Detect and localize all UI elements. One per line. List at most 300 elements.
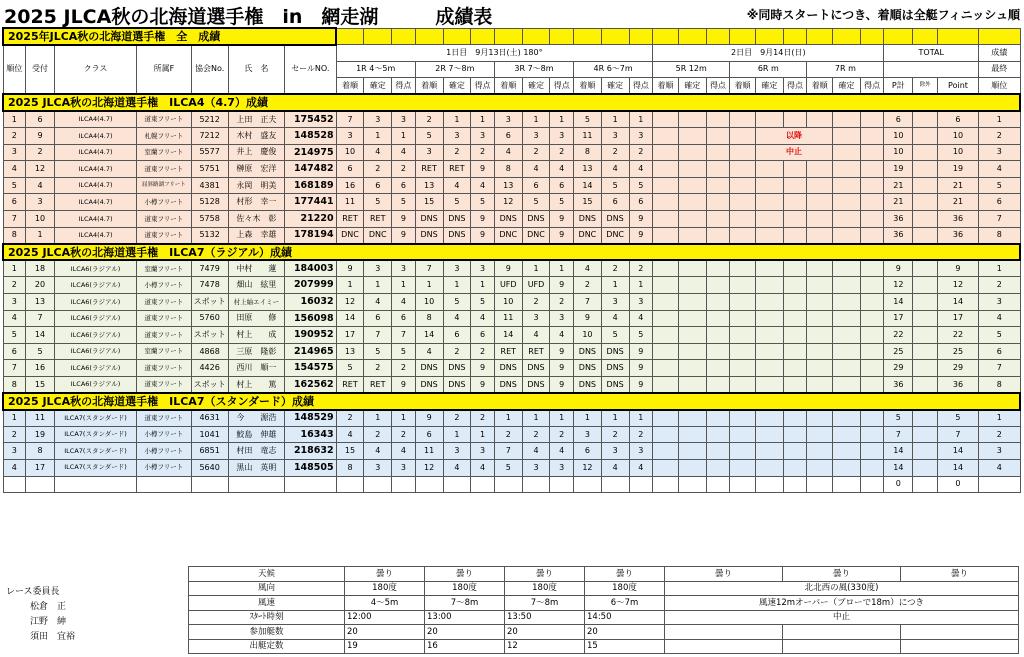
race-cell: 9 bbox=[471, 211, 495, 228]
table-row bbox=[3, 177, 1020, 194]
cell bbox=[755, 410, 783, 427]
cell bbox=[833, 343, 861, 360]
race-cell: UFD bbox=[494, 277, 522, 294]
race-cell: 9 bbox=[392, 376, 416, 393]
cell bbox=[860, 28, 884, 45]
condition-value: 7～8m bbox=[425, 596, 505, 611]
header-score: 得点 bbox=[550, 78, 574, 95]
name-cell: 佐々木 彰 bbox=[228, 211, 285, 228]
race-cell: RET bbox=[336, 211, 364, 228]
condition-value: 13:50 bbox=[505, 610, 585, 625]
race-cell: DNS bbox=[415, 211, 443, 228]
cell bbox=[678, 161, 706, 178]
cell bbox=[755, 161, 783, 178]
cell bbox=[3, 476, 26, 493]
cell bbox=[678, 294, 706, 311]
race-cell: DNS bbox=[601, 343, 629, 360]
cell bbox=[833, 443, 861, 460]
class-cell: ILCA6(ラジアル) bbox=[54, 277, 136, 294]
name-cell: 村田 竜志 bbox=[228, 443, 285, 460]
race-cell: 2 bbox=[522, 294, 550, 311]
race-cell: 3 bbox=[601, 294, 629, 311]
header-finish: 着順 bbox=[653, 78, 679, 95]
race-cell: 2 bbox=[574, 277, 602, 294]
club-cell: 道東フリート bbox=[137, 376, 192, 393]
cell bbox=[730, 260, 756, 277]
cell bbox=[730, 277, 756, 294]
cell bbox=[755, 476, 783, 493]
cell bbox=[783, 639, 901, 654]
cell bbox=[860, 410, 884, 427]
race-cell: 2 bbox=[629, 426, 653, 443]
condition-value: 中止 bbox=[665, 610, 1019, 625]
race-cell: RET bbox=[522, 343, 550, 360]
condition-label: ｽﾀｰﾄ時刻 bbox=[189, 610, 345, 625]
class-cell: ILCA4(4.7) bbox=[54, 227, 136, 244]
race-cell: 2 bbox=[522, 144, 550, 161]
cell bbox=[783, 459, 807, 476]
header-score: 得点 bbox=[471, 78, 495, 95]
cell bbox=[755, 111, 783, 128]
rank-cell: 6 bbox=[3, 194, 26, 211]
name-cell: 上森 幸雄 bbox=[228, 227, 285, 244]
class-cell: ILCA6(ラジアル) bbox=[54, 376, 136, 393]
cell bbox=[336, 28, 364, 45]
name-cell: 中村 蓮 bbox=[228, 260, 285, 277]
sail-cell: 147482 bbox=[285, 161, 336, 178]
race-cell: 12 bbox=[336, 294, 364, 311]
cell bbox=[901, 639, 1019, 654]
member-cell: 4868 bbox=[191, 343, 228, 360]
race-cell: 7 bbox=[494, 443, 522, 460]
rank-cell: 7 bbox=[3, 360, 26, 377]
cell bbox=[730, 360, 756, 377]
race-cell: 1 bbox=[415, 277, 443, 294]
cell bbox=[730, 111, 756, 128]
final-rank-cell: 6 bbox=[979, 343, 1020, 360]
race-cell: RET bbox=[415, 161, 443, 178]
race-cell: 7 bbox=[392, 327, 416, 344]
race-cell: 1 bbox=[443, 111, 471, 128]
race-cell: 4 bbox=[522, 161, 550, 178]
class-cell: ILCA6(ラジアル) bbox=[54, 310, 136, 327]
cell bbox=[860, 443, 884, 460]
race-cell: 5 bbox=[443, 194, 471, 211]
cell bbox=[730, 144, 756, 161]
race-cell: 15 bbox=[336, 443, 364, 460]
race-cell: 5 bbox=[494, 459, 522, 476]
entry-cell: 9 bbox=[26, 128, 55, 145]
race-cell: 1 bbox=[443, 426, 471, 443]
header-race: 6R m bbox=[730, 61, 807, 78]
race-cell: 9 bbox=[471, 360, 495, 377]
rank-cell: 8 bbox=[3, 227, 26, 244]
race-cell: DNS bbox=[522, 376, 550, 393]
race-cell: 2 bbox=[364, 161, 392, 178]
condition-label: 風向 bbox=[189, 581, 345, 596]
section-title: 2025 JLCA秋の北海道選手権 ILCA4（4.7）成績 bbox=[3, 94, 1020, 111]
cut-cell bbox=[913, 360, 938, 377]
final-rank-cell: 8 bbox=[979, 227, 1020, 244]
point-cell: 36 bbox=[937, 211, 978, 228]
cell bbox=[730, 476, 756, 493]
cell bbox=[392, 476, 416, 493]
entry-cell: 18 bbox=[26, 260, 55, 277]
entry-cell: 11 bbox=[26, 410, 55, 427]
race-cell: 1 bbox=[629, 277, 653, 294]
cell bbox=[807, 194, 833, 211]
race-cell: 2 bbox=[601, 426, 629, 443]
race-cell: DNC bbox=[364, 227, 392, 244]
race-cell: 8 bbox=[336, 459, 364, 476]
cell bbox=[730, 294, 756, 311]
cell bbox=[706, 310, 730, 327]
cell bbox=[471, 476, 495, 493]
header-day1: 1日目 9月13日(土) 180° bbox=[336, 45, 653, 62]
final-rank-cell: 5 bbox=[979, 177, 1020, 194]
cut-cell bbox=[913, 443, 938, 460]
cell bbox=[783, 194, 807, 211]
race-cell: 9 bbox=[550, 211, 574, 228]
cell bbox=[678, 443, 706, 460]
condition-label: 天候 bbox=[189, 567, 345, 582]
header-confirm: 確定 bbox=[833, 78, 861, 95]
race-cell: 2 bbox=[336, 410, 364, 427]
cell bbox=[755, 376, 783, 393]
cell bbox=[783, 294, 807, 311]
entry-cell: 19 bbox=[26, 426, 55, 443]
cell bbox=[26, 476, 55, 493]
cell bbox=[807, 177, 833, 194]
class-cell: ILCA7(スタンダード) bbox=[54, 459, 136, 476]
header-score: 得点 bbox=[860, 78, 884, 95]
point-cell: 10 bbox=[937, 144, 978, 161]
race-cell: DNC bbox=[601, 227, 629, 244]
race-cell: 1 bbox=[522, 410, 550, 427]
cell bbox=[833, 227, 861, 244]
race-cell: 12 bbox=[574, 459, 602, 476]
cell bbox=[783, 211, 807, 228]
race-cell: 1 bbox=[629, 111, 653, 128]
cell bbox=[706, 28, 730, 45]
member-cell: 5751 bbox=[191, 161, 228, 178]
race-cell: 3 bbox=[629, 294, 653, 311]
p-total-cell: 25 bbox=[884, 343, 913, 360]
cell bbox=[833, 327, 861, 344]
cell bbox=[285, 476, 336, 493]
race-cell: 5 bbox=[392, 343, 416, 360]
header-cut: 除外 bbox=[913, 78, 938, 95]
header-final: 最終 bbox=[979, 61, 1020, 78]
cell bbox=[653, 144, 679, 161]
race-cell: 13 bbox=[415, 177, 443, 194]
point-cell: 0 bbox=[937, 476, 978, 493]
entry-cell: 7 bbox=[26, 310, 55, 327]
club-cell: 道東フリート bbox=[137, 310, 192, 327]
cell bbox=[807, 410, 833, 427]
race-cell: 5 bbox=[471, 294, 495, 311]
cancel-note: 以降 bbox=[755, 128, 832, 145]
cell bbox=[755, 211, 783, 228]
race-cell: 3 bbox=[522, 459, 550, 476]
cut-cell bbox=[913, 260, 938, 277]
p-total-cell: 0 bbox=[884, 476, 913, 493]
cell bbox=[860, 360, 884, 377]
header-score: 得点 bbox=[392, 78, 416, 95]
final-rank-cell: 8 bbox=[979, 376, 1020, 393]
header-day2: 2日目 9月14日(日) bbox=[653, 45, 884, 62]
results-body bbox=[3, 28, 1020, 493]
class-cell: ILCA6(ラジアル) bbox=[54, 360, 136, 377]
cell bbox=[522, 28, 550, 45]
race-cell: 13 bbox=[574, 161, 602, 178]
cell bbox=[415, 476, 443, 493]
table-row bbox=[3, 111, 1020, 128]
cell bbox=[807, 294, 833, 311]
table-row bbox=[3, 211, 1020, 228]
cell bbox=[706, 327, 730, 344]
cell bbox=[860, 211, 884, 228]
race-cell: 9 bbox=[629, 343, 653, 360]
club-cell: 道東フリート bbox=[137, 111, 192, 128]
final-rank-cell: 3 bbox=[979, 144, 1020, 161]
class-cell: ILCA4(4.7) bbox=[54, 161, 136, 178]
final-rank-cell: 2 bbox=[979, 426, 1020, 443]
race-cell: DNS bbox=[443, 376, 471, 393]
condition-value: 曇り bbox=[345, 567, 425, 582]
cell bbox=[833, 128, 861, 145]
cell bbox=[364, 28, 392, 45]
race-cell: 2 bbox=[629, 260, 653, 277]
cell bbox=[833, 277, 861, 294]
final-rank-cell: 7 bbox=[979, 360, 1020, 377]
club-cell: 道東フリート bbox=[137, 410, 192, 427]
entry-cell: 12 bbox=[26, 161, 55, 178]
header-row bbox=[3, 45, 1020, 62]
race-cell: RET bbox=[364, 211, 392, 228]
race-cell: 2 bbox=[443, 410, 471, 427]
cell bbox=[783, 376, 807, 393]
table-row bbox=[3, 277, 1020, 294]
cell bbox=[860, 459, 884, 476]
race-cell: RET bbox=[336, 376, 364, 393]
cell bbox=[364, 476, 392, 493]
cut-cell bbox=[913, 211, 938, 228]
race-cell: 6 bbox=[574, 443, 602, 460]
rank-cell: 7 bbox=[3, 211, 26, 228]
condition-value: 15 bbox=[585, 639, 665, 654]
cell bbox=[706, 476, 730, 493]
race-cell: 9 bbox=[550, 376, 574, 393]
rank-cell: 5 bbox=[3, 327, 26, 344]
section-title: 2025 JLCA秋の北海道選手権 ILCA7（スタンダード）成績 bbox=[3, 393, 1020, 410]
p-total-cell: 29 bbox=[884, 360, 913, 377]
cut-cell bbox=[913, 277, 938, 294]
section-title: 2025 JLCA秋の北海道選手権 ILCA7（ラジアル）成績 bbox=[3, 244, 1020, 261]
cell bbox=[678, 260, 706, 277]
conditions-row bbox=[189, 625, 1019, 640]
race-cell: 1 bbox=[574, 410, 602, 427]
cell bbox=[415, 28, 443, 45]
race-cell: 4 bbox=[550, 443, 574, 460]
race-cell: 14 bbox=[574, 177, 602, 194]
class-cell: ILCA4(4.7) bbox=[54, 211, 136, 228]
cell bbox=[783, 310, 807, 327]
cell bbox=[678, 194, 706, 211]
race-cell: 4 bbox=[392, 144, 416, 161]
rank-cell: 3 bbox=[3, 144, 26, 161]
race-cell: DNS bbox=[494, 376, 522, 393]
race-cell: DNS bbox=[601, 360, 629, 377]
conditions-body bbox=[189, 567, 1019, 654]
cell bbox=[860, 194, 884, 211]
cell bbox=[901, 625, 1019, 640]
table-row bbox=[3, 128, 1020, 145]
race-cell: 5 bbox=[601, 177, 629, 194]
point-cell: 25 bbox=[937, 343, 978, 360]
table-row bbox=[3, 459, 1020, 476]
cell bbox=[653, 443, 679, 460]
race-cell: 9 bbox=[494, 260, 522, 277]
p-total-cell: 36 bbox=[884, 211, 913, 228]
race-cell: 2 bbox=[364, 360, 392, 377]
race-cell: DNS bbox=[443, 211, 471, 228]
condition-value: 19 bbox=[345, 639, 425, 654]
cell bbox=[807, 443, 833, 460]
rank-cell: 4 bbox=[3, 310, 26, 327]
table-row bbox=[3, 426, 1020, 443]
cell bbox=[807, 459, 833, 476]
p-total-cell: 10 bbox=[884, 128, 913, 145]
header-name: 氏 名 bbox=[228, 45, 285, 95]
cell bbox=[653, 128, 679, 145]
rank-cell: 5 bbox=[3, 177, 26, 194]
race-cell: 1 bbox=[392, 410, 416, 427]
condition-value: 北北西の風(330度) bbox=[665, 581, 1019, 596]
race-cell: 9 bbox=[415, 410, 443, 427]
sail-cell: 16032 bbox=[285, 294, 336, 311]
race-cell: 1 bbox=[471, 426, 495, 443]
class-cell: ILCA4(4.7) bbox=[54, 144, 136, 161]
race-cell: 3 bbox=[550, 310, 574, 327]
cell bbox=[807, 376, 833, 393]
cell bbox=[755, 360, 783, 377]
cell bbox=[833, 161, 861, 178]
race-cell: 8 bbox=[574, 144, 602, 161]
cell bbox=[860, 227, 884, 244]
condition-value: 7～8m bbox=[505, 596, 585, 611]
cut-cell bbox=[913, 327, 938, 344]
header-confirm: 確定 bbox=[522, 78, 550, 95]
sail-cell: 21220 bbox=[285, 211, 336, 228]
cell bbox=[392, 28, 416, 45]
class-cell: ILCA7(スタンダード) bbox=[54, 426, 136, 443]
cell bbox=[833, 28, 861, 45]
cell bbox=[730, 211, 756, 228]
race-cell: 3 bbox=[522, 310, 550, 327]
final-rank-cell: 1 bbox=[979, 111, 1020, 128]
header-race: 5R 12m bbox=[653, 61, 730, 78]
point-cell: 10 bbox=[937, 128, 978, 145]
final-rank-cell: 7 bbox=[979, 211, 1020, 228]
cell bbox=[783, 443, 807, 460]
race-cell: RET bbox=[364, 376, 392, 393]
race-cell: 11 bbox=[336, 194, 364, 211]
point-cell: 21 bbox=[937, 177, 978, 194]
race-cell: 3 bbox=[550, 128, 574, 145]
cell bbox=[678, 343, 706, 360]
race-cell: 1 bbox=[494, 410, 522, 427]
race-cell: 17 bbox=[336, 327, 364, 344]
cell bbox=[706, 410, 730, 427]
cell bbox=[706, 111, 730, 128]
entry-cell: 15 bbox=[26, 376, 55, 393]
cell bbox=[653, 343, 679, 360]
race-cell: 3 bbox=[336, 128, 364, 145]
club-cell: 小樽フリート bbox=[137, 277, 192, 294]
cut-cell bbox=[913, 194, 938, 211]
race-cell: 2 bbox=[392, 426, 416, 443]
class-cell: ILCA6(ラジアル) bbox=[54, 294, 136, 311]
race-cell: 3 bbox=[601, 443, 629, 460]
race-cell: 2 bbox=[471, 410, 495, 427]
header-score: 得点 bbox=[629, 78, 653, 95]
race-cell: 2 bbox=[601, 260, 629, 277]
header-confirm: 確定 bbox=[755, 78, 783, 95]
cell bbox=[979, 476, 1020, 493]
table-row bbox=[3, 327, 1020, 344]
race-cell: 4 bbox=[550, 327, 574, 344]
condition-value: 曇り bbox=[505, 567, 585, 582]
table-row bbox=[3, 310, 1020, 327]
race-cell: 9 bbox=[550, 277, 574, 294]
cell bbox=[730, 343, 756, 360]
race-cell: 1 bbox=[522, 260, 550, 277]
header-sail: セールNO. bbox=[285, 45, 336, 95]
cell bbox=[860, 327, 884, 344]
cut-cell bbox=[913, 459, 938, 476]
race-cell: 6 bbox=[601, 194, 629, 211]
p-total-cell: 14 bbox=[884, 294, 913, 311]
cell bbox=[833, 111, 861, 128]
cell bbox=[807, 161, 833, 178]
race-cell: 15 bbox=[415, 194, 443, 211]
entry-cell: 3 bbox=[26, 194, 55, 211]
cell bbox=[755, 260, 783, 277]
cell bbox=[730, 443, 756, 460]
race-cell: 10 bbox=[494, 294, 522, 311]
race-cell: 2 bbox=[550, 144, 574, 161]
point-cell: 14 bbox=[937, 294, 978, 311]
race-cell: 3 bbox=[443, 443, 471, 460]
finish-note: ※同時スタートにつき、着順は全艇フィニッシュ順 bbox=[746, 8, 1020, 22]
race-cell: 9 bbox=[550, 343, 574, 360]
point-cell: 29 bbox=[937, 360, 978, 377]
race-cell: 16 bbox=[336, 177, 364, 194]
race-cell: 4 bbox=[629, 310, 653, 327]
p-total-cell: 14 bbox=[884, 443, 913, 460]
cell bbox=[730, 310, 756, 327]
final-rank-cell: 6 bbox=[979, 194, 1020, 211]
race-cell: 6 bbox=[392, 177, 416, 194]
sail-cell: 162562 bbox=[285, 376, 336, 393]
cell bbox=[783, 260, 807, 277]
header-confirm: 確定 bbox=[364, 78, 392, 95]
name-cell: 黒山 英明 bbox=[228, 459, 285, 476]
cell bbox=[783, 426, 807, 443]
cell bbox=[937, 28, 978, 45]
race-committee bbox=[6, 585, 186, 645]
